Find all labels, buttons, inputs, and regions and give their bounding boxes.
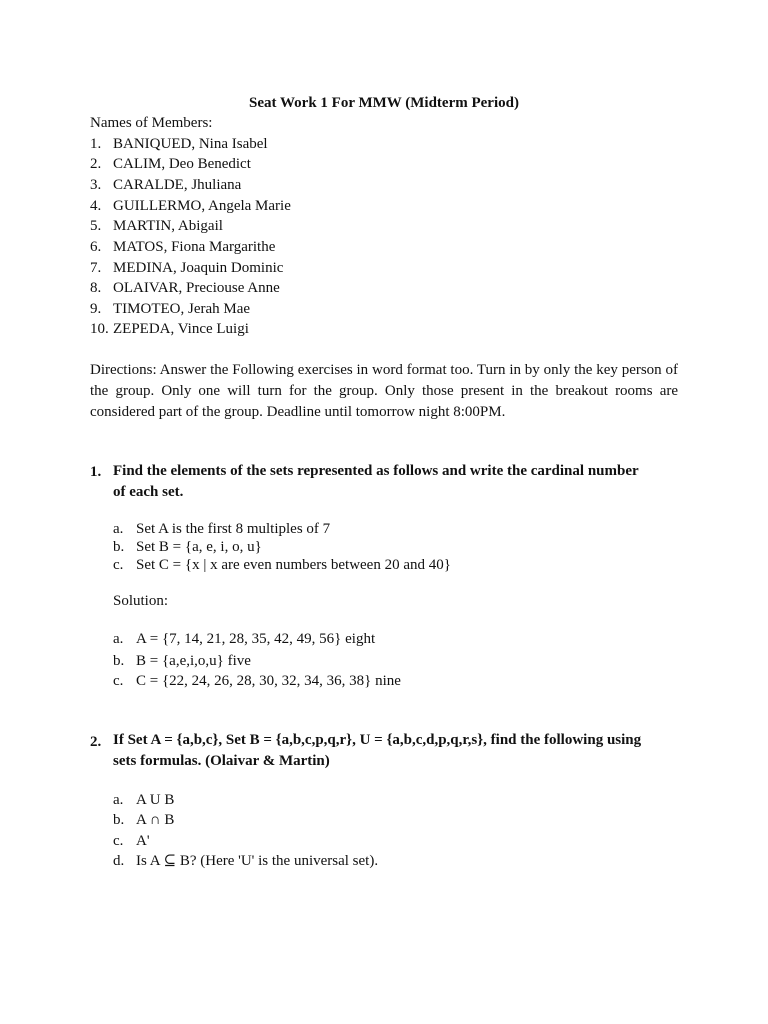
item-letter: a. bbox=[113, 521, 124, 537]
members-label: Names of Members: bbox=[90, 115, 213, 131]
item-letter: b. bbox=[113, 812, 125, 828]
item-letter: b. bbox=[113, 539, 125, 555]
item-letter: d. bbox=[113, 853, 125, 869]
member-name: MATOS, Fiona Margarithe bbox=[113, 239, 276, 255]
member-item bbox=[90, 320, 249, 338]
solution-label: Solution: bbox=[113, 593, 169, 609]
member-name: TIMOTEO, Jerah Mae bbox=[113, 301, 251, 317]
item-text: A = {7, 14, 21, 28, 35, 42, 49, 56} eight bbox=[136, 631, 376, 647]
member-item bbox=[90, 176, 241, 194]
item-text: Set C = {x | x are even numbers between 20 and 40} bbox=[136, 557, 451, 573]
item-letter: c. bbox=[113, 673, 124, 689]
member-item bbox=[90, 197, 291, 215]
item-text: A ∩ B bbox=[136, 812, 175, 828]
member-number: 4. bbox=[90, 198, 102, 214]
member-name: CALIM, Deo Benedict bbox=[113, 156, 251, 172]
member-number: 3. bbox=[90, 177, 102, 193]
item-letter: a. bbox=[113, 631, 124, 647]
member-name: MARTIN, Abigail bbox=[113, 218, 223, 234]
solution-item bbox=[113, 630, 375, 648]
solution-item bbox=[113, 672, 401, 690]
question-item bbox=[113, 538, 262, 556]
member-name: BANIQUED, Nina Isabel bbox=[113, 136, 268, 152]
question-item bbox=[113, 791, 174, 809]
member-item bbox=[90, 238, 275, 256]
item-text: C = {22, 24, 26, 28, 30, 32, 34, 36, 38} nine bbox=[136, 673, 401, 689]
question-text: Find the elements of the sets represented as follows and write the cardinal number of each set. bbox=[113, 463, 639, 500]
member-name: CARALDE, Jhuliana bbox=[113, 177, 242, 193]
member-number: 8. bbox=[90, 280, 102, 296]
member-item bbox=[90, 300, 250, 318]
member-number: 9. bbox=[90, 301, 102, 317]
member-number: 1. bbox=[90, 136, 102, 152]
item-text: Set A is the first 8 multiples of 7 bbox=[136, 521, 331, 537]
item-text: A' bbox=[136, 833, 150, 849]
question-text: If Set A = {a,b,c}, Set B = {a,b,c,p,q,r}, U = {a,b,c,d,p,q,r,s}, find the following using sets formulas. (Olaivar & Martin) bbox=[113, 732, 642, 769]
question-item bbox=[113, 520, 330, 538]
item-letter: c. bbox=[113, 833, 124, 849]
question-number: 2. bbox=[90, 734, 102, 750]
member-item bbox=[90, 259, 283, 277]
member-number: 2. bbox=[90, 156, 102, 172]
item-text: A U B bbox=[136, 792, 175, 808]
item-letter: c. bbox=[113, 557, 124, 573]
member-item bbox=[90, 135, 268, 153]
item-text: Set B = {a, e, i, o, u} bbox=[136, 539, 262, 555]
item-letter: a. bbox=[113, 792, 124, 808]
solution-item bbox=[113, 652, 251, 670]
item-text: B = {a,e,i,o,u} five bbox=[136, 653, 251, 669]
question-item bbox=[113, 852, 378, 870]
item-text: Is A ⊆ B? (Here 'U' is the universal set). bbox=[136, 853, 379, 869]
item-letter: b. bbox=[113, 653, 125, 669]
member-number: 10. bbox=[90, 321, 109, 337]
document-title: Seat Work 1 For MMW (Midterm Period) bbox=[249, 95, 519, 111]
member-number: 5. bbox=[90, 218, 102, 234]
question-item bbox=[113, 811, 174, 829]
question-item bbox=[113, 556, 451, 574]
member-item bbox=[90, 155, 251, 173]
directions-paragraph: Directions: Answer the Following exercises in word format too. Turn in by only the key person of the group. Only one will turn for the group. Only those present in the breakout rooms are considered part of the group. Deadline until tomorrow night 8:00PM. bbox=[90, 362, 678, 420]
member-name: OLAIVAR, Preciouse Anne bbox=[113, 280, 280, 296]
member-name: ZEPEDA, Vince Luigi bbox=[113, 321, 249, 337]
member-item bbox=[90, 279, 280, 297]
member-name: MEDINA, Joaquin Dominic bbox=[113, 260, 284, 276]
question-number: 1. bbox=[90, 464, 102, 480]
member-name: GUILLERMO, Angela Marie bbox=[113, 198, 291, 214]
member-number: 6. bbox=[90, 239, 102, 255]
member-number: 7. bbox=[90, 260, 102, 276]
question-item bbox=[113, 832, 150, 850]
member-item bbox=[90, 217, 223, 235]
